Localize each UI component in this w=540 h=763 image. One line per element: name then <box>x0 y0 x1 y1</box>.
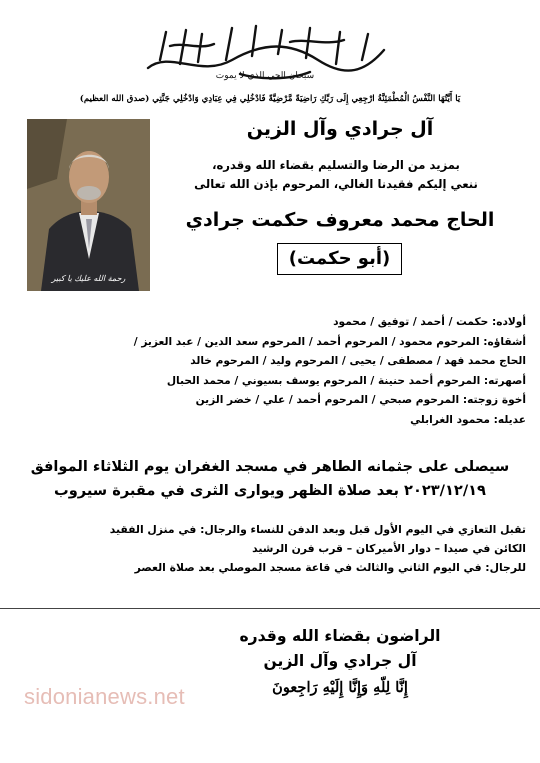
portrait-illustration <box>27 119 150 291</box>
closing-verse: إِنَّا لِلّهِ وَإِنَّا إِلَيْهِ رَاجِعونَ <box>272 679 408 696</box>
funeral-line-2: ٢٠٢٣/١٢/١٩ بعد صلاة الظهر ويوارى الثرى في مقبرة سيروب <box>54 482 486 499</box>
children-line: أولاده: حكمت / أحمد / توفيق / محمود <box>333 316 526 328</box>
family-name: آل جرادي وآل الزين <box>246 118 434 140</box>
divider-line <box>0 608 540 609</box>
closing-line-1: الراضون بقضاء الله وقدره <box>239 627 441 645</box>
brother-in-law-line: عديله: محمود الغرابلي <box>410 413 526 426</box>
deceased-nickname: (أبو حكمت) <box>277 243 402 275</box>
quran-verse: يَا أَيَّتُهَا النَّفْسُ الْمُطْمَئِنَّةُ ارْجِعِي إِلَى رَبِّكِ رَاضِيَةً مَّرْضِيَّةً فَادْخُلِي فِي عِبَادِي وَادْخُلِي جَنَّتِي (صدق الله العظيم) <box>79 94 461 104</box>
condolences-info <box>26 520 526 577</box>
deceased-photo <box>27 119 150 291</box>
intro-text <box>160 156 512 194</box>
funeral-info <box>14 455 526 503</box>
intro-line-1: بمزيد من الرضا والتسليم بقضاء الله وقدره، <box>212 158 460 172</box>
in-laws-line: أصهرته: المرحوم أحمد حنينة / المرحوم يوسف بسيوني / محمد الحبال <box>166 374 526 387</box>
closing-line-2: آل جرادي وآل الزين <box>263 652 417 670</box>
siblings-line-2: الحاج محمد فهد / مصطفى / يحيى / المرحوم وليد / المرحوم خالد <box>190 355 526 367</box>
deceased-name: الحاج محمد معروف حكمت جرادي <box>185 209 495 231</box>
condolences-line-2: الكائن في صيدا – دوار الأميركان – قرب فرن الرشيد <box>252 542 526 555</box>
condolences-line-3: للرجال: في اليوم الثاني والثالث في قاعة مسجد الموصلي بعد صلاة العصر <box>134 561 526 574</box>
wife-siblings-line: أخوة زوجته: المرحوم صبحي / المرحوم أحمد / علي / خضر الزين <box>195 394 526 406</box>
intro-line-2: ننعي إليكم فقيدنا الغالي، المرحوم بإذن الله تعالى <box>194 177 478 191</box>
siblings-line-1: أشقاؤه: المرحوم محمود / المرحوم أحمد / المرحوم سعد الدين / عبد العزيز / <box>133 335 526 348</box>
calligraphy-text: سبحان الحي الذي لا يموت <box>215 71 315 81</box>
condolences-line-1: تقبل التعازي في اليوم الأول قبل وبعد الدفن للنساء والرجال: في منزل الفقيد <box>109 523 526 536</box>
calligraphy-header <box>140 20 390 82</box>
relatives-list <box>26 313 526 430</box>
site-watermark: sidonianews.net <box>24 684 185 709</box>
photo-caption: رحمة الله عليك يا كبير <box>51 274 126 283</box>
funeral-line-1: سيصلى على جثمانه الطاهر في مسجد الغفران يوم الثلاثاء الموافق <box>30 458 510 475</box>
closing-block <box>160 624 520 702</box>
